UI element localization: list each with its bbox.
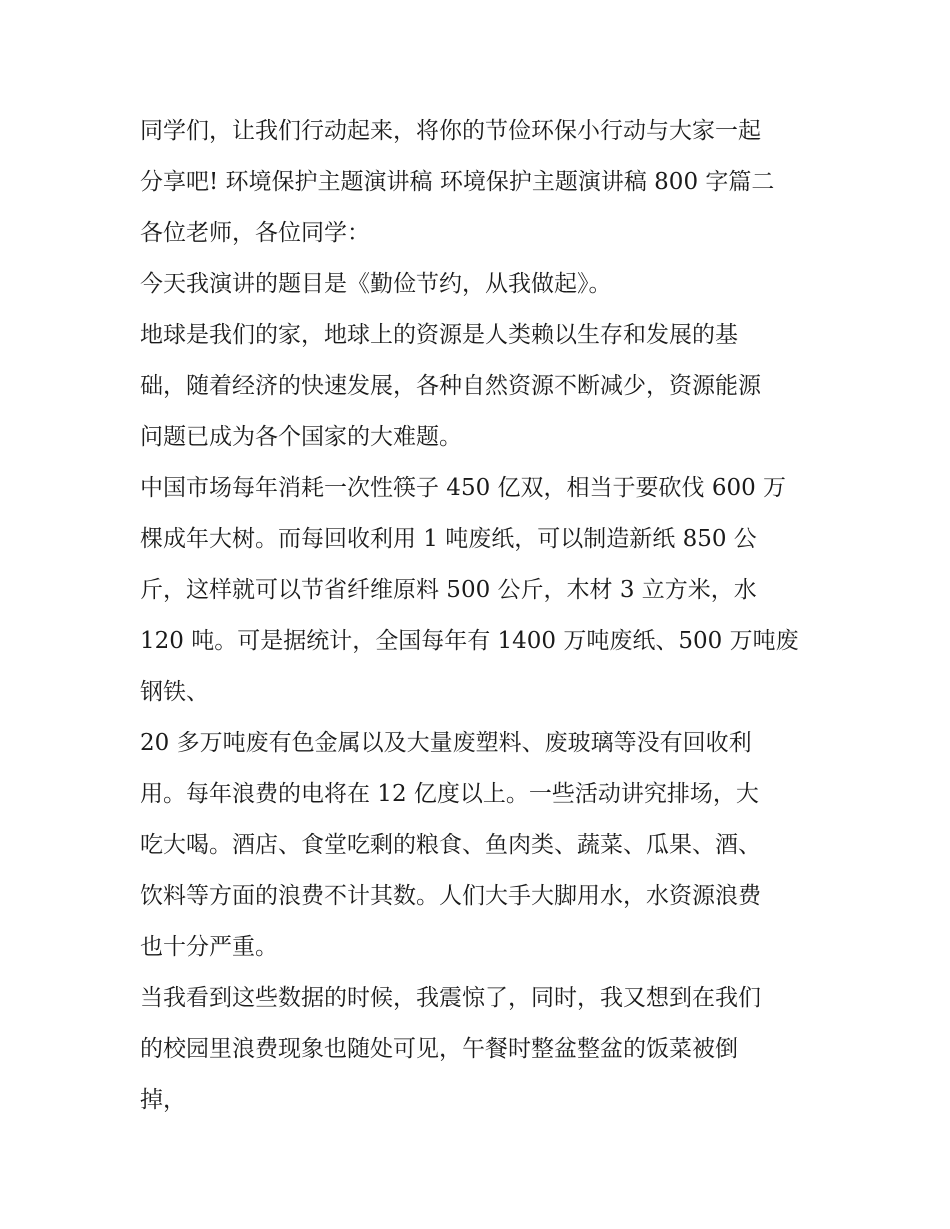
text-line-8: 中国市场每年消耗一次性筷子 450 亿双，相当于要砍伐 600 万 — [140, 475, 787, 501]
text-line-4: 今天我演讲的题目是《勤俭节约，从我做起》。 — [140, 271, 612, 297]
text-line-1: 同学们，让我们行动起来，将你的节俭环保小行动与大家一起 — [140, 118, 761, 144]
text-line-16: 饮料等方面的浪费不计其数。人们大手大脚用水，水资源浪费 — [140, 883, 761, 909]
text-line-3: 各位老师，各位同学： — [140, 220, 370, 246]
text-line-13: 20 多万吨废有色金属以及大量废塑料、废玻璃等没有回收利 — [140, 730, 752, 756]
text-line-17: 也十分严重。 — [140, 934, 278, 960]
text-line-18: 当我看到这些数据的时候，我震惊了，同时，我又想到在我们 — [140, 985, 761, 1011]
text-line-5: 地球是我们的家，地球上的资源是人类赖以生存和发展的基 — [140, 322, 738, 348]
document-body — [140, 106, 820, 1126]
text-line-15: 吃大喝。酒店、食堂吃剩的粮食、鱼肉类、蔬菜、瓜果、酒、 — [140, 832, 761, 858]
text-line-10: 斤，这样就可以节省纤维原料 500 公斤，木材 3 立方米，水 — [140, 577, 757, 603]
text-line-6: 础，随着经济的快速发展，各种自然资源不断减少，资源能源 — [140, 373, 761, 399]
text-line-19: 的校园里浪费现象也随处可见，午餐时整盆整盆的饭菜被倒 — [140, 1036, 738, 1062]
text-line-14: 用。每年浪费的电将在 12 亿度以上。一些活动讲究排场，大 — [140, 781, 759, 807]
text-line-20: 掉， — [140, 1087, 186, 1113]
text-line-9: 棵成年大树。而每回收利用 1 吨废纸，可以制造新纸 850 公 — [140, 526, 757, 552]
text-line-7: 问题已成为各个国家的大难题。 — [140, 424, 462, 450]
text-line-12: 钢铁、 — [140, 679, 209, 705]
text-line-2: 分享吧! 环境保护主题演讲稿 环境保护主题演讲稿 800 字篇二 — [140, 169, 775, 195]
text-line-11: 120 吨。可是据统计，全国每年有 1400 万吨废纸、500 万吨废 — [140, 628, 799, 654]
